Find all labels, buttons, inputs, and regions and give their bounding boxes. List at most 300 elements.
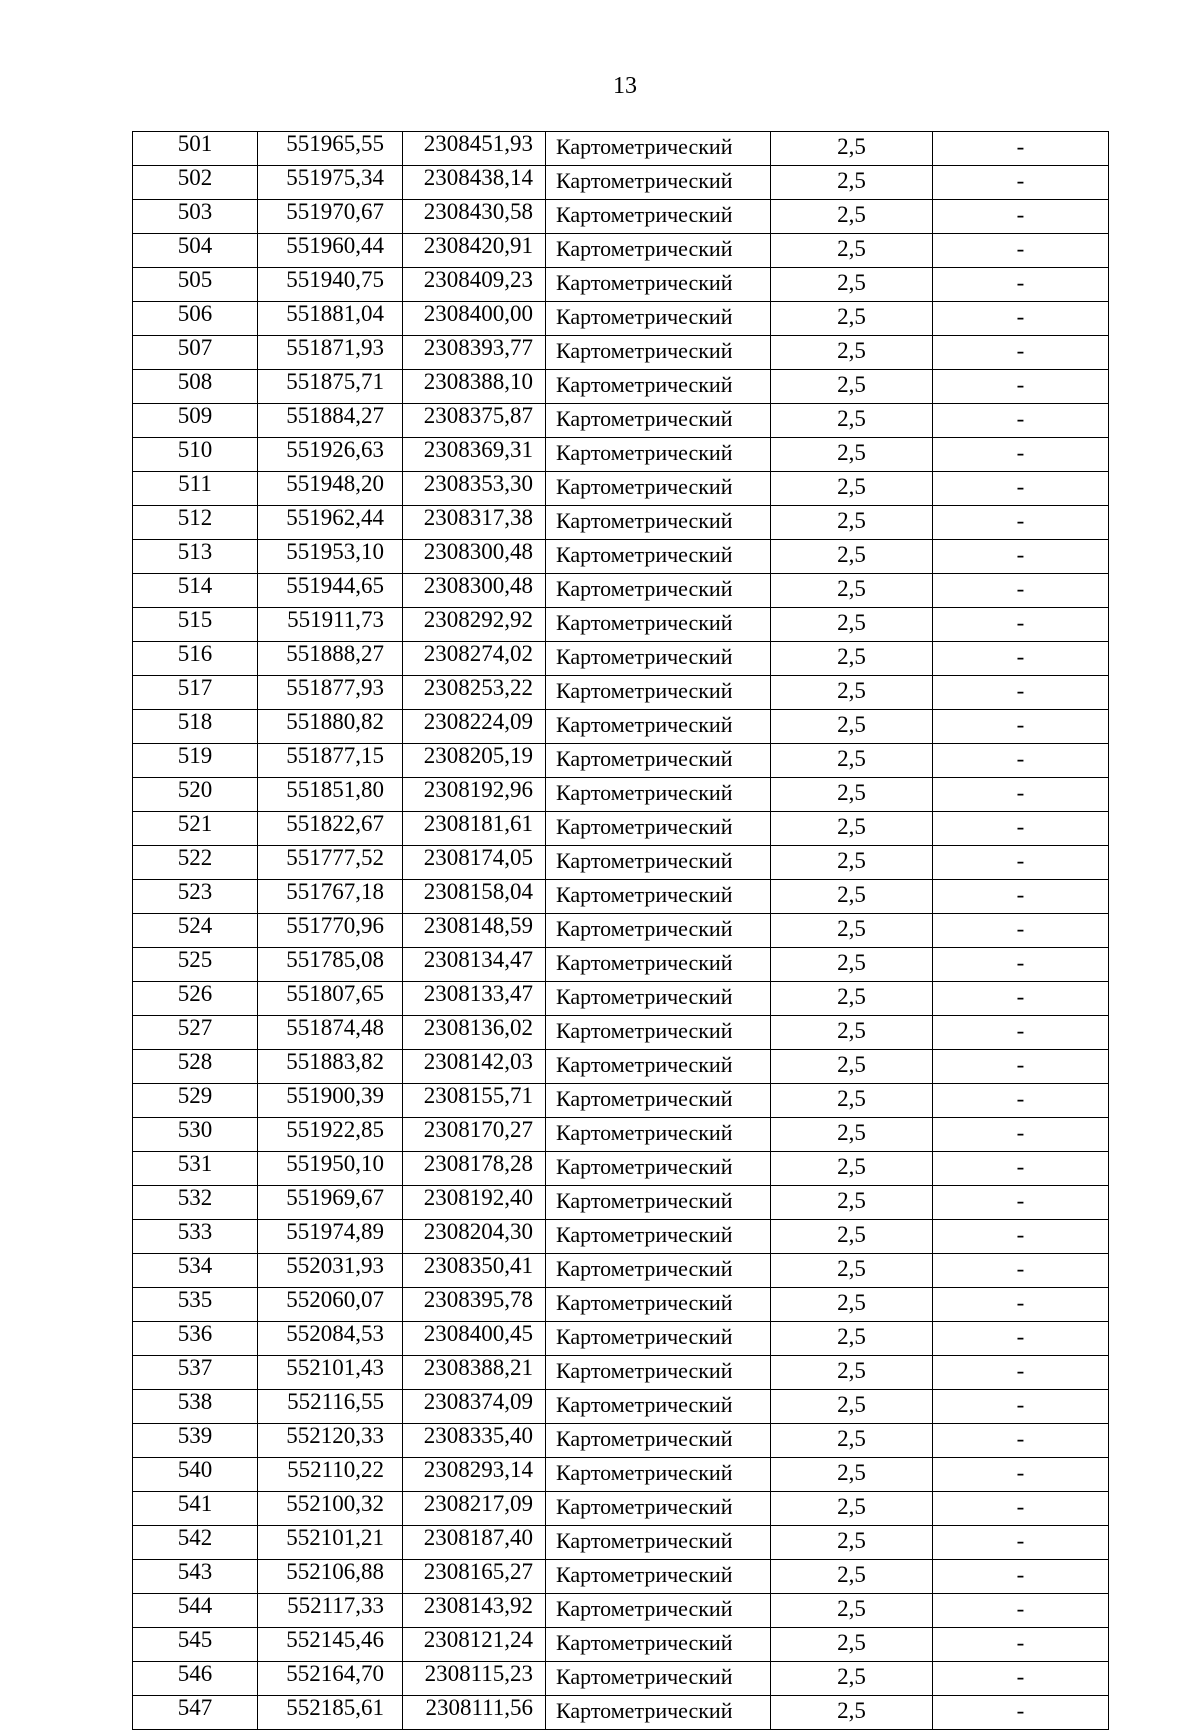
point-number-cell: 522 bbox=[133, 846, 258, 880]
x-coordinate-cell: 551911,73 bbox=[258, 608, 403, 642]
point-number-cell: 541 bbox=[133, 1492, 258, 1526]
description-cell: - bbox=[933, 404, 1109, 438]
table-row bbox=[133, 1526, 1109, 1560]
x-coordinate-cell: 551970,67 bbox=[258, 200, 403, 234]
point-number-cell: 501 bbox=[133, 132, 258, 166]
point-number-cell: 537 bbox=[133, 1356, 258, 1390]
method-cell: Картометрический bbox=[546, 1458, 771, 1492]
point-number-cell: 532 bbox=[133, 1186, 258, 1220]
y-coordinate-cell: 2308148,59 bbox=[403, 914, 546, 948]
description-cell: - bbox=[933, 948, 1109, 982]
y-coordinate-cell: 2308133,47 bbox=[403, 982, 546, 1016]
x-coordinate-cell: 551922,85 bbox=[258, 1118, 403, 1152]
y-coordinate-cell: 2308430,58 bbox=[403, 200, 546, 234]
table-row bbox=[133, 166, 1109, 200]
table-row bbox=[133, 472, 1109, 506]
description-cell: - bbox=[933, 1458, 1109, 1492]
table-row bbox=[133, 1696, 1109, 1730]
y-coordinate-cell: 2308393,77 bbox=[403, 336, 546, 370]
y-coordinate-cell: 2308274,02 bbox=[403, 642, 546, 676]
point-number-cell: 514 bbox=[133, 574, 258, 608]
accuracy-cell: 2,5 bbox=[771, 1050, 933, 1084]
x-coordinate-cell: 551875,71 bbox=[258, 370, 403, 404]
table-row bbox=[133, 608, 1109, 642]
x-coordinate-cell: 552101,21 bbox=[258, 1526, 403, 1560]
table-row bbox=[133, 1390, 1109, 1424]
method-cell: Картометрический bbox=[546, 778, 771, 812]
description-cell: - bbox=[933, 1186, 1109, 1220]
method-cell: Картометрический bbox=[546, 540, 771, 574]
y-coordinate-cell: 2308187,40 bbox=[403, 1526, 546, 1560]
table-row bbox=[133, 268, 1109, 302]
method-cell: Картометрический bbox=[546, 1356, 771, 1390]
description-cell: - bbox=[933, 336, 1109, 370]
accuracy-cell: 2,5 bbox=[771, 506, 933, 540]
description-cell: - bbox=[933, 302, 1109, 336]
table-body bbox=[133, 132, 1109, 1730]
table-row bbox=[133, 846, 1109, 880]
y-coordinate-cell: 2308292,92 bbox=[403, 608, 546, 642]
point-number-cell: 513 bbox=[133, 540, 258, 574]
y-coordinate-cell: 2308155,71 bbox=[403, 1084, 546, 1118]
x-coordinate-cell: 552101,43 bbox=[258, 1356, 403, 1390]
description-cell: - bbox=[933, 132, 1109, 166]
y-coordinate-cell: 2308350,41 bbox=[403, 1254, 546, 1288]
y-coordinate-cell: 2308204,30 bbox=[403, 1220, 546, 1254]
point-number-cell: 503 bbox=[133, 200, 258, 234]
description-cell: - bbox=[933, 574, 1109, 608]
point-number-cell: 539 bbox=[133, 1424, 258, 1458]
x-coordinate-cell: 552117,33 bbox=[258, 1594, 403, 1628]
table-row bbox=[133, 676, 1109, 710]
accuracy-cell: 2,5 bbox=[771, 982, 933, 1016]
table-row bbox=[133, 1220, 1109, 1254]
y-coordinate-cell: 2308111,56 bbox=[403, 1696, 546, 1730]
method-cell: Картометрический bbox=[546, 880, 771, 914]
table-row bbox=[133, 982, 1109, 1016]
point-number-cell: 505 bbox=[133, 268, 258, 302]
y-coordinate-cell: 2308142,03 bbox=[403, 1050, 546, 1084]
table-row bbox=[133, 1356, 1109, 1390]
method-cell: Картометрический bbox=[546, 234, 771, 268]
table-row bbox=[133, 336, 1109, 370]
description-cell: - bbox=[933, 1084, 1109, 1118]
accuracy-cell: 2,5 bbox=[771, 1220, 933, 1254]
table-row bbox=[133, 370, 1109, 404]
x-coordinate-cell: 551940,75 bbox=[258, 268, 403, 302]
y-coordinate-cell: 2308400,45 bbox=[403, 1322, 546, 1356]
accuracy-cell: 2,5 bbox=[771, 676, 933, 710]
y-coordinate-cell: 2308143,92 bbox=[403, 1594, 546, 1628]
x-coordinate-cell: 551877,15 bbox=[258, 744, 403, 778]
point-number-cell: 536 bbox=[133, 1322, 258, 1356]
description-cell: - bbox=[933, 1152, 1109, 1186]
description-cell: - bbox=[933, 1696, 1109, 1730]
point-number-cell: 523 bbox=[133, 880, 258, 914]
accuracy-cell: 2,5 bbox=[771, 234, 933, 268]
description-cell: - bbox=[933, 1322, 1109, 1356]
x-coordinate-cell: 551944,65 bbox=[258, 574, 403, 608]
accuracy-cell: 2,5 bbox=[771, 268, 933, 302]
method-cell: Картометрический bbox=[546, 948, 771, 982]
point-number-cell: 547 bbox=[133, 1696, 258, 1730]
description-cell: - bbox=[933, 846, 1109, 880]
table-row bbox=[133, 132, 1109, 166]
x-coordinate-cell: 551767,18 bbox=[258, 880, 403, 914]
table-row bbox=[133, 880, 1109, 914]
table-row bbox=[133, 1492, 1109, 1526]
accuracy-cell: 2,5 bbox=[771, 1288, 933, 1322]
accuracy-cell: 2,5 bbox=[771, 166, 933, 200]
method-cell: Картометрический bbox=[546, 302, 771, 336]
accuracy-cell: 2,5 bbox=[771, 948, 933, 982]
method-cell: Картометрический bbox=[546, 982, 771, 1016]
x-coordinate-cell: 551974,89 bbox=[258, 1220, 403, 1254]
method-cell: Картометрический bbox=[546, 1424, 771, 1458]
y-coordinate-cell: 2308300,48 bbox=[403, 540, 546, 574]
x-coordinate-cell: 551960,44 bbox=[258, 234, 403, 268]
accuracy-cell: 2,5 bbox=[771, 574, 933, 608]
x-coordinate-cell: 551770,96 bbox=[258, 914, 403, 948]
table-row bbox=[133, 1628, 1109, 1662]
y-coordinate-cell: 2308369,31 bbox=[403, 438, 546, 472]
accuracy-cell: 2,5 bbox=[771, 914, 933, 948]
accuracy-cell: 2,5 bbox=[771, 1016, 933, 1050]
table-row bbox=[133, 302, 1109, 336]
method-cell: Картометрический bbox=[546, 710, 771, 744]
description-cell: - bbox=[933, 812, 1109, 846]
y-coordinate-cell: 2308134,47 bbox=[403, 948, 546, 982]
y-coordinate-cell: 2308400,00 bbox=[403, 302, 546, 336]
point-number-cell: 519 bbox=[133, 744, 258, 778]
method-cell: Картометрический bbox=[546, 744, 771, 778]
description-cell: - bbox=[933, 1050, 1109, 1084]
description-cell: - bbox=[933, 268, 1109, 302]
table-row bbox=[133, 778, 1109, 812]
accuracy-cell: 2,5 bbox=[771, 1152, 933, 1186]
x-coordinate-cell: 551965,55 bbox=[258, 132, 403, 166]
x-coordinate-cell: 551871,93 bbox=[258, 336, 403, 370]
accuracy-cell: 2,5 bbox=[771, 846, 933, 880]
y-coordinate-cell: 2308205,19 bbox=[403, 744, 546, 778]
x-coordinate-cell: 551807,65 bbox=[258, 982, 403, 1016]
description-cell: - bbox=[933, 914, 1109, 948]
table-row bbox=[133, 1084, 1109, 1118]
point-number-cell: 526 bbox=[133, 982, 258, 1016]
point-number-cell: 520 bbox=[133, 778, 258, 812]
point-number-cell: 533 bbox=[133, 1220, 258, 1254]
accuracy-cell: 2,5 bbox=[771, 1458, 933, 1492]
accuracy-cell: 2,5 bbox=[771, 132, 933, 166]
method-cell: Картометрический bbox=[546, 166, 771, 200]
table-row bbox=[133, 1050, 1109, 1084]
table-row bbox=[133, 744, 1109, 778]
description-cell: - bbox=[933, 778, 1109, 812]
point-number-cell: 538 bbox=[133, 1390, 258, 1424]
table-row bbox=[133, 914, 1109, 948]
x-coordinate-cell: 551975,34 bbox=[258, 166, 403, 200]
y-coordinate-cell: 2308192,40 bbox=[403, 1186, 546, 1220]
point-number-cell: 530 bbox=[133, 1118, 258, 1152]
description-cell: - bbox=[933, 540, 1109, 574]
table-row bbox=[133, 404, 1109, 438]
point-number-cell: 544 bbox=[133, 1594, 258, 1628]
x-coordinate-cell: 551851,80 bbox=[258, 778, 403, 812]
point-number-cell: 529 bbox=[133, 1084, 258, 1118]
x-coordinate-cell: 551785,08 bbox=[258, 948, 403, 982]
point-number-cell: 509 bbox=[133, 404, 258, 438]
accuracy-cell: 2,5 bbox=[771, 1186, 933, 1220]
accuracy-cell: 2,5 bbox=[771, 200, 933, 234]
description-cell: - bbox=[933, 1016, 1109, 1050]
table-row bbox=[133, 506, 1109, 540]
method-cell: Картометрический bbox=[546, 1628, 771, 1662]
table-row bbox=[133, 1424, 1109, 1458]
table-row bbox=[133, 812, 1109, 846]
table-row bbox=[133, 1560, 1109, 1594]
accuracy-cell: 2,5 bbox=[771, 404, 933, 438]
table-row bbox=[133, 200, 1109, 234]
table-row bbox=[133, 1594, 1109, 1628]
table-row bbox=[133, 948, 1109, 982]
method-cell: Картометрический bbox=[546, 200, 771, 234]
table-row bbox=[133, 1254, 1109, 1288]
method-cell: Картометрический bbox=[546, 438, 771, 472]
method-cell: Картометрический bbox=[546, 1254, 771, 1288]
x-coordinate-cell: 552110,22 bbox=[258, 1458, 403, 1492]
description-cell: - bbox=[933, 1390, 1109, 1424]
accuracy-cell: 2,5 bbox=[771, 812, 933, 846]
accuracy-cell: 2,5 bbox=[771, 1526, 933, 1560]
method-cell: Картометрический bbox=[546, 404, 771, 438]
table-row bbox=[133, 574, 1109, 608]
table-row bbox=[133, 1152, 1109, 1186]
description-cell: - bbox=[933, 1628, 1109, 1662]
x-coordinate-cell: 551953,10 bbox=[258, 540, 403, 574]
description-cell: - bbox=[933, 1288, 1109, 1322]
accuracy-cell: 2,5 bbox=[771, 778, 933, 812]
method-cell: Картометрический bbox=[546, 1186, 771, 1220]
method-cell: Картометрический bbox=[546, 268, 771, 302]
point-number-cell: 510 bbox=[133, 438, 258, 472]
description-cell: - bbox=[933, 608, 1109, 642]
description-cell: - bbox=[933, 880, 1109, 914]
description-cell: - bbox=[933, 982, 1109, 1016]
point-number-cell: 542 bbox=[133, 1526, 258, 1560]
description-cell: - bbox=[933, 1356, 1109, 1390]
table-row bbox=[133, 1118, 1109, 1152]
description-cell: - bbox=[933, 642, 1109, 676]
description-cell: - bbox=[933, 1254, 1109, 1288]
accuracy-cell: 2,5 bbox=[771, 1322, 933, 1356]
method-cell: Картометрический bbox=[546, 1118, 771, 1152]
x-coordinate-cell: 551962,44 bbox=[258, 506, 403, 540]
y-coordinate-cell: 2308217,09 bbox=[403, 1492, 546, 1526]
y-coordinate-cell: 2308395,78 bbox=[403, 1288, 546, 1322]
accuracy-cell: 2,5 bbox=[771, 302, 933, 336]
y-coordinate-cell: 2308178,28 bbox=[403, 1152, 546, 1186]
table-row bbox=[133, 1016, 1109, 1050]
y-coordinate-cell: 2308158,04 bbox=[403, 880, 546, 914]
method-cell: Картометрический bbox=[546, 1526, 771, 1560]
point-number-cell: 535 bbox=[133, 1288, 258, 1322]
description-cell: - bbox=[933, 1118, 1109, 1152]
accuracy-cell: 2,5 bbox=[771, 710, 933, 744]
y-coordinate-cell: 2308335,40 bbox=[403, 1424, 546, 1458]
y-coordinate-cell: 2308224,09 bbox=[403, 710, 546, 744]
description-cell: - bbox=[933, 1220, 1109, 1254]
x-coordinate-cell: 551777,52 bbox=[258, 846, 403, 880]
coordinates-table bbox=[132, 131, 1109, 1730]
x-coordinate-cell: 551822,67 bbox=[258, 812, 403, 846]
accuracy-cell: 2,5 bbox=[771, 1560, 933, 1594]
point-number-cell: 517 bbox=[133, 676, 258, 710]
y-coordinate-cell: 2308192,96 bbox=[403, 778, 546, 812]
x-coordinate-cell: 552120,33 bbox=[258, 1424, 403, 1458]
table-row bbox=[133, 234, 1109, 268]
accuracy-cell: 2,5 bbox=[771, 1424, 933, 1458]
description-cell: - bbox=[933, 676, 1109, 710]
method-cell: Картометрический bbox=[546, 506, 771, 540]
table-row bbox=[133, 1458, 1109, 1492]
table-row bbox=[133, 1186, 1109, 1220]
x-coordinate-cell: 551883,82 bbox=[258, 1050, 403, 1084]
y-coordinate-cell: 2308115,23 bbox=[403, 1662, 546, 1696]
table-row bbox=[133, 1322, 1109, 1356]
x-coordinate-cell: 551880,82 bbox=[258, 710, 403, 744]
accuracy-cell: 2,5 bbox=[771, 370, 933, 404]
y-coordinate-cell: 2308388,21 bbox=[403, 1356, 546, 1390]
description-cell: - bbox=[933, 744, 1109, 778]
description-cell: - bbox=[933, 1560, 1109, 1594]
description-cell: - bbox=[933, 370, 1109, 404]
description-cell: - bbox=[933, 710, 1109, 744]
method-cell: Картометрический bbox=[546, 574, 771, 608]
x-coordinate-cell: 551888,27 bbox=[258, 642, 403, 676]
method-cell: Картометрический bbox=[546, 1288, 771, 1322]
accuracy-cell: 2,5 bbox=[771, 1696, 933, 1730]
method-cell: Картометрический bbox=[546, 370, 771, 404]
table-row bbox=[133, 438, 1109, 472]
y-coordinate-cell: 2308388,10 bbox=[403, 370, 546, 404]
y-coordinate-cell: 2308451,93 bbox=[403, 132, 546, 166]
point-number-cell: 531 bbox=[133, 1152, 258, 1186]
description-cell: - bbox=[933, 1594, 1109, 1628]
point-number-cell: 507 bbox=[133, 336, 258, 370]
description-cell: - bbox=[933, 472, 1109, 506]
point-number-cell: 528 bbox=[133, 1050, 258, 1084]
point-number-cell: 525 bbox=[133, 948, 258, 982]
method-cell: Картометрический bbox=[546, 846, 771, 880]
y-coordinate-cell: 2308374,09 bbox=[403, 1390, 546, 1424]
point-number-cell: 543 bbox=[133, 1560, 258, 1594]
point-number-cell: 504 bbox=[133, 234, 258, 268]
description-cell: - bbox=[933, 1492, 1109, 1526]
method-cell: Картометрический bbox=[546, 812, 771, 846]
method-cell: Картометрический bbox=[546, 1220, 771, 1254]
accuracy-cell: 2,5 bbox=[771, 608, 933, 642]
accuracy-cell: 2,5 bbox=[771, 1662, 933, 1696]
point-number-cell: 502 bbox=[133, 166, 258, 200]
y-coordinate-cell: 2308317,38 bbox=[403, 506, 546, 540]
point-number-cell: 506 bbox=[133, 302, 258, 336]
method-cell: Картометрический bbox=[546, 914, 771, 948]
method-cell: Картометрический bbox=[546, 1050, 771, 1084]
y-coordinate-cell: 2308136,02 bbox=[403, 1016, 546, 1050]
point-number-cell: 524 bbox=[133, 914, 258, 948]
x-coordinate-cell: 552164,70 bbox=[258, 1662, 403, 1696]
x-coordinate-cell: 552060,07 bbox=[258, 1288, 403, 1322]
x-coordinate-cell: 551950,10 bbox=[258, 1152, 403, 1186]
y-coordinate-cell: 2308300,48 bbox=[403, 574, 546, 608]
method-cell: Картометрический bbox=[546, 1016, 771, 1050]
method-cell: Картометрический bbox=[546, 1696, 771, 1730]
x-coordinate-cell: 551969,67 bbox=[258, 1186, 403, 1220]
method-cell: Картометрический bbox=[546, 1390, 771, 1424]
page-number: 13 bbox=[613, 73, 637, 99]
description-cell: - bbox=[933, 234, 1109, 268]
y-coordinate-cell: 2308121,24 bbox=[403, 1628, 546, 1662]
x-coordinate-cell: 551948,20 bbox=[258, 472, 403, 506]
x-coordinate-cell: 552084,53 bbox=[258, 1322, 403, 1356]
method-cell: Картометрический bbox=[546, 472, 771, 506]
point-number-cell: 508 bbox=[133, 370, 258, 404]
y-coordinate-cell: 2308375,87 bbox=[403, 404, 546, 438]
point-number-cell: 527 bbox=[133, 1016, 258, 1050]
method-cell: Картометрический bbox=[546, 1594, 771, 1628]
x-coordinate-cell: 552100,32 bbox=[258, 1492, 403, 1526]
point-number-cell: 521 bbox=[133, 812, 258, 846]
table-row bbox=[133, 1288, 1109, 1322]
y-coordinate-cell: 2308165,27 bbox=[403, 1560, 546, 1594]
description-cell: - bbox=[933, 1662, 1109, 1696]
method-cell: Картометрический bbox=[546, 132, 771, 166]
y-coordinate-cell: 2308409,23 bbox=[403, 268, 546, 302]
accuracy-cell: 2,5 bbox=[771, 540, 933, 574]
description-cell: - bbox=[933, 438, 1109, 472]
description-cell: - bbox=[933, 200, 1109, 234]
description-cell: - bbox=[933, 1424, 1109, 1458]
x-coordinate-cell: 552185,61 bbox=[258, 1696, 403, 1730]
method-cell: Картометрический bbox=[546, 1492, 771, 1526]
accuracy-cell: 2,5 bbox=[771, 1254, 933, 1288]
accuracy-cell: 2,5 bbox=[771, 1356, 933, 1390]
accuracy-cell: 2,5 bbox=[771, 744, 933, 778]
accuracy-cell: 2,5 bbox=[771, 1084, 933, 1118]
point-number-cell: 546 bbox=[133, 1662, 258, 1696]
method-cell: Картометрический bbox=[546, 1322, 771, 1356]
accuracy-cell: 2,5 bbox=[771, 880, 933, 914]
x-coordinate-cell: 552106,88 bbox=[258, 1560, 403, 1594]
table-row bbox=[133, 540, 1109, 574]
x-coordinate-cell: 551926,63 bbox=[258, 438, 403, 472]
description-cell: - bbox=[933, 1526, 1109, 1560]
x-coordinate-cell: 551884,27 bbox=[258, 404, 403, 438]
accuracy-cell: 2,5 bbox=[771, 438, 933, 472]
accuracy-cell: 2,5 bbox=[771, 1390, 933, 1424]
accuracy-cell: 2,5 bbox=[771, 336, 933, 370]
table-row bbox=[133, 1662, 1109, 1696]
method-cell: Картометрический bbox=[546, 676, 771, 710]
point-number-cell: 545 bbox=[133, 1628, 258, 1662]
method-cell: Картометрический bbox=[546, 336, 771, 370]
method-cell: Картометрический bbox=[546, 608, 771, 642]
y-coordinate-cell: 2308293,14 bbox=[403, 1458, 546, 1492]
x-coordinate-cell: 551881,04 bbox=[258, 302, 403, 336]
method-cell: Картометрический bbox=[546, 1662, 771, 1696]
method-cell: Картометрический bbox=[546, 1560, 771, 1594]
x-coordinate-cell: 551877,93 bbox=[258, 676, 403, 710]
